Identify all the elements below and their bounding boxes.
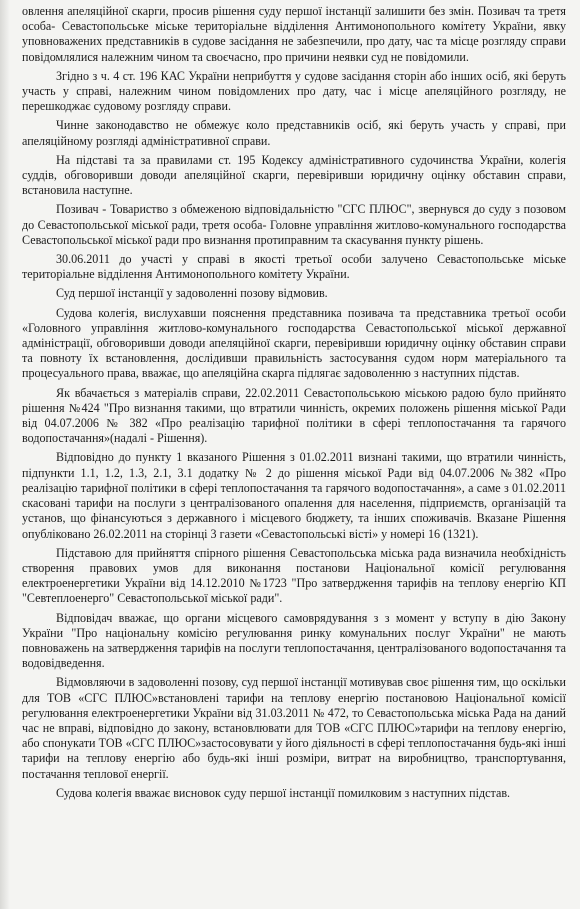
paragraph-2: Згідно з ч. 4 ст. 196 КАС України неприбуття у судове засідання сторін або інших осіб, які беруть участь у справі, належним чином повідомлених про дату, час і місце апеляційного розгляду, не перешкоджає судовому розгляду справи.: [22, 68, 566, 114]
paragraph-12: Відповідач вважає, що органи місцевого самоврядування з з момент у вступу в дію Закону України "Про національну комісію регулювання ринку комунальних послуг України" не мають повноважень на затвердження тарифів на послуги теплопостачання, централізованого водопостачання та водовідведення.: [22, 610, 566, 671]
paragraph-3: Чинне законодавство не обмежує коло представників осіб, які беруть участь у справі, при апеляційному розгляді адміністративної справи.: [22, 118, 566, 148]
paragraph-9: Як вбачається з матеріалів справи, 22.02.2011 Севастопольською міською радою було прийнято рішення №424 "Про визнання такими, що втратили чинність, окремих положень рішення міської Ради від 04.07.2006 № 382 «Про реалізацію тарифної політики в сфері теплопостачання та гарячого водопостачання»(надалі - Рішення).: [22, 385, 566, 446]
paragraph-5: Позивач - Товариство з обмеженою відповідальністю "СГС ПЛЮС", звернувся до суду з позовом до Севастопольської міської ради, третя особа- Головне управління житлово-комунального господарства Севастопольської міської ради про визнання протиправним та скасування пункту рішень.: [22, 202, 566, 247]
paragraph-11: Підставою для прийняття спірного рішення Севастопольська міська рада визначила необхідність створення правових умов для виконання постанови Національної комісії регулювання електроенергетики України від 14.12.2010 №1723 "Про затвердження тарифів на теплову енергію КП "Севтеплоенерго" Севастопольської міської ради".: [22, 545, 566, 606]
paragraph-14: Судова колегія вважає висновок суду першої інстанції помилковим з наступних підстав.: [56, 785, 511, 800]
paragraph-10: Відповідно до пункту 1 вказаного Рішення з 01.02.2011 визнані такими, що втратили чинність, підпункти 1.1, 1.2, 1.3, 2.1, 3.1 додатку № 2 до рішення міської Ради від 04.07.2006 №382 «Про реалізацію тарифної політики в сфері теплопостачання та гарячого водопостачання», а саме з 01.02.2011 скасовані тарифи на послуги з централізованого опалення для населення, підприємств, організацій та установ, що фінансуються з державного і місцевого бюджету, та інших споживачів. Вказане Рішення опубліковано 26.02.2011 на сторінці 3 газети «Севастопольські вісті» у номері 16 (1321).: [22, 450, 566, 541]
paragraph-7: Суд першої інстанції у задоволенні позову відмовив.: [56, 286, 328, 301]
paragraph-6: 30.06.2011 до участі у справі в якості третьої особи залучено Севастопольське міське територіальне відділення Антимонопольного комітету України.: [22, 252, 566, 282]
scan-edge-shadow: [0, 0, 10, 909]
paragraph-1: овлення апеляційної скарги, просив рішення суду першої інстанції залишити без змін. Позивач та третя особа- Севастопольське міське територіальне відділення Антимонопольного комітету України, явку уповноважених представників в судове засідання не забезпечили, про дату, час та місце розгляду справи повідомлялися належним чином та своєчасно, про причини неявки суд не повідомили.: [22, 4, 566, 64]
paragraph-13: Відмовляючи в задоволенні позову, суд першої інстанції мотивував своє рішення тим, що оскільки для ТОВ «СГС ПЛЮС»встановлені тарифи на теплову енергію постановою Національної комісії регулювання електроенергетики України від 31.03.2011 № 472, то Севастопольська міська Рада на даний час не вправі, відповідно до закону, встановлювати для ТОВ «СГС ПЛЮС»тарифи на теплову енергію, або спонукати ТОВ «СГС ПЛЮС»застосовувати у його діяльності в сфері теплопостачання будь-які інші тарифи на теплову енергію або будь-які інші розміри, витрат на виробництво, транспортування, постачання теплової енергії.: [22, 675, 566, 781]
paragraph-4: На підставі та за правилами ст. 195 Кодексу адміністративного судочинства України, колегія суддів, обговоривши доводи апеляційної скарги, перевіривши юридичну оцінку обставин справи, встановила наступне.: [22, 152, 566, 198]
paragraph-8: Судова колегія, вислухавши пояснення представника позивача та представника третьої особи «Головного управління житлово-комунального господарства Севастопольської міської державної адміністрації, обговоривши доводи апеляційної скарги, перевіривши юридичну оцінку обставин справи та повноту їх встановлення, дослідивши правильність застосування судом норм матеріального та процесуального права, вважає, що апеляційна скарга підлягає задоволенню з наступних підстав.: [22, 305, 566, 381]
document-body: [22, 4, 566, 801]
